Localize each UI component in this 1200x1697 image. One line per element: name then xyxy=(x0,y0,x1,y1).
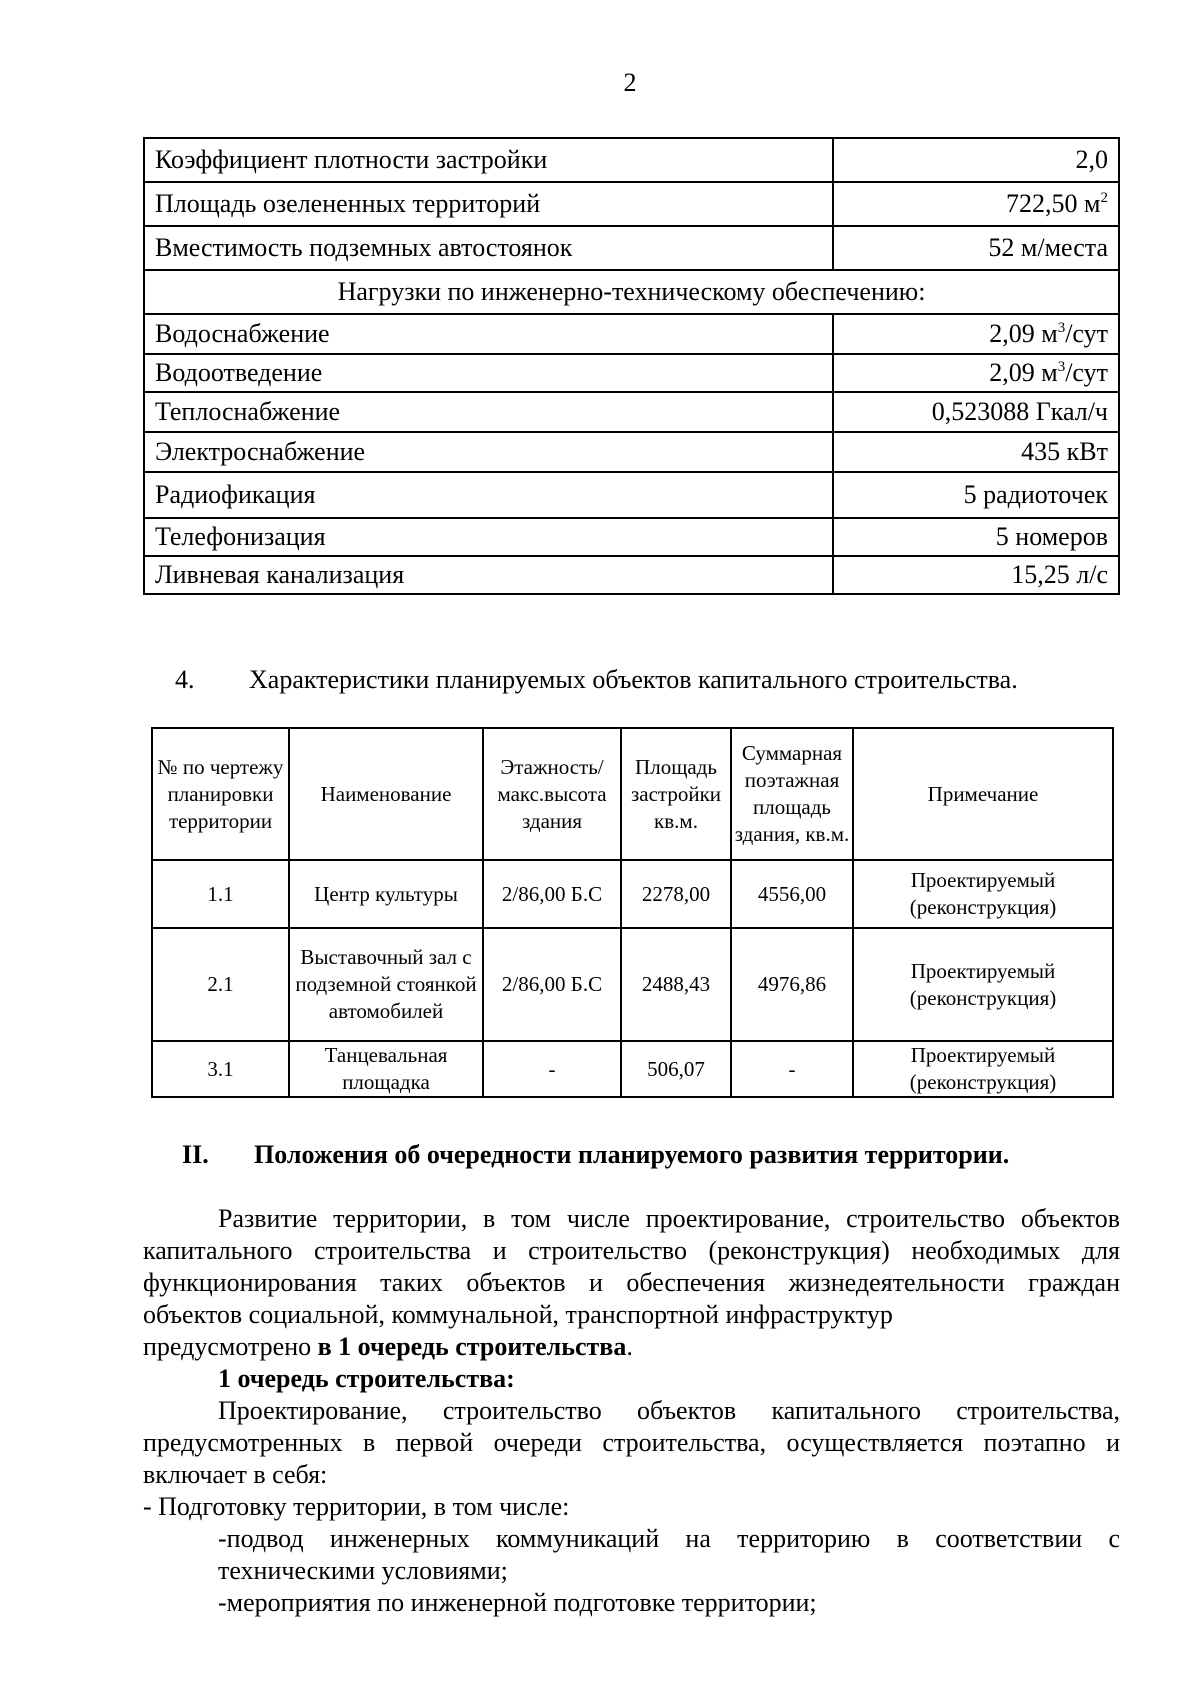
parameter-name: Телефонизация xyxy=(144,518,833,556)
section-title: Характеристики планируемых объектов капитального строительства. xyxy=(249,665,1018,694)
value-text: 52 м/места xyxy=(988,233,1108,262)
list-item-text: -подвод инженерных коммуникаций на территорию в соответствии с техническими условиями; xyxy=(218,1524,1120,1585)
section-ii-body xyxy=(143,1203,1120,1619)
cell-note: Проектируемый (реконструкция) xyxy=(853,860,1113,928)
cell-area: 506,07 xyxy=(621,1041,731,1097)
table-row xyxy=(144,226,1119,270)
unit-superscript: 2 xyxy=(1100,190,1108,206)
unit-suffix: /сут xyxy=(1065,358,1108,387)
table-row xyxy=(144,182,1119,226)
value-text: 5 радиоточек xyxy=(963,480,1108,509)
cell-name: Центр культуры xyxy=(289,860,483,928)
parameter-name: Ливневая канализация xyxy=(144,556,833,594)
parameter-name: Площадь озелененных территорий xyxy=(144,182,833,226)
cell-name: Танцевальная площадка xyxy=(289,1041,483,1097)
table-row xyxy=(144,518,1119,556)
cell-floors: 2/86,00 Б.С xyxy=(483,928,621,1041)
table-row xyxy=(152,860,1113,928)
table-row xyxy=(152,1041,1113,1097)
col-header-total-area: Суммарная поэтажная площадь здания, кв.м. xyxy=(731,728,853,860)
page-number: 2 xyxy=(623,68,637,97)
parameter-name: Электроснабжение xyxy=(144,432,833,472)
section-4-heading xyxy=(175,665,1018,695)
cell-floors: 2/86,00 Б.С xyxy=(483,860,621,928)
table-row xyxy=(144,432,1119,472)
tail-end-text: . xyxy=(626,1332,633,1361)
col-header-number: № по чертежу планировки территории xyxy=(152,728,289,860)
cell-number: 1.1 xyxy=(152,860,289,928)
value-text: 0,523088 Гкал/ч xyxy=(931,397,1108,426)
cell-total-area: 4976,86 xyxy=(731,928,853,1041)
cell-area: 2278,00 xyxy=(621,860,731,928)
paragraph-development-tail xyxy=(143,1331,1120,1363)
cell-floors: - xyxy=(483,1041,621,1097)
paragraph-design xyxy=(143,1395,1120,1491)
engineering-loads-heading: Нагрузки по инженерно-техническому обеспечению: xyxy=(144,270,1119,314)
section-ii-title: Положения об очередности планируемого развития территории. xyxy=(254,1140,1010,1169)
section-number: 4. xyxy=(175,665,195,694)
col-header-floors: Этажность/ макс.высота здания xyxy=(483,728,621,860)
tail-bold-text: в 1 очередь строительства xyxy=(317,1332,627,1361)
cell-total-area: - xyxy=(731,1041,853,1097)
parameter-name: Водоснабжение xyxy=(144,314,833,354)
parameter-value xyxy=(833,556,1119,594)
table-row xyxy=(144,392,1119,432)
paragraph-design-text: Проектирование, строительство объектов капитального строительства, предусмотренных в первой очереди строительства, осуществляется поэтапно и включает в себя: xyxy=(143,1396,1120,1489)
objects-table xyxy=(151,727,1114,1098)
stage-heading xyxy=(143,1363,1120,1395)
table-row xyxy=(144,354,1119,392)
list-item xyxy=(143,1587,1120,1619)
cell-number: 3.1 xyxy=(152,1041,289,1097)
table-subheader-row xyxy=(144,270,1119,314)
parameter-name: Коэффициент плотности застройки xyxy=(144,138,833,182)
parameter-name: Радиофикация xyxy=(144,472,833,518)
unit-suffix: /сут xyxy=(1065,319,1108,348)
table-row xyxy=(144,556,1119,594)
cell-name: Выставочный зал с подземной стоянкой автомобилей xyxy=(289,928,483,1041)
list-head xyxy=(143,1491,1120,1523)
parameters-table xyxy=(143,137,1120,595)
parameter-value xyxy=(833,392,1119,432)
cell-area: 2488,43 xyxy=(621,928,731,1041)
list-head-text: - Подготовку территории, в том числе: xyxy=(143,1492,570,1521)
col-header-note: Примечание xyxy=(853,728,1113,860)
section-ii-heading xyxy=(182,1140,1009,1170)
col-header-name: Наименование xyxy=(289,728,483,860)
list-item-text: -мероприятия по инженерной подготовке территории; xyxy=(218,1588,817,1617)
parameter-value xyxy=(833,226,1119,270)
objects-table-header-row xyxy=(152,728,1113,860)
parameter-value xyxy=(833,472,1119,518)
cell-note: Проектируемый (реконструкция) xyxy=(853,928,1113,1041)
table-row xyxy=(152,928,1113,1041)
value-text: 2,0 xyxy=(1075,145,1108,174)
paragraph-development-text: Развитие территории, в том числе проектирование, строительство объектов капитального строительства и строительство (реконструкция) необходимых для функционирования таких объектов и обеспечения жизнедеятельности граждан объектов социальной, коммунальной, транспортной инфраструктур xyxy=(143,1204,1120,1329)
stage-heading-text: 1 очередь строительства: xyxy=(218,1364,515,1393)
parameter-value xyxy=(833,182,1119,226)
table-row xyxy=(144,314,1119,354)
value-text: 2,09 м xyxy=(989,319,1058,348)
section-roman-number: II. xyxy=(182,1140,209,1169)
cell-note: Проектируемый (реконструкция) xyxy=(853,1041,1113,1097)
tail-plain-text: предусмотрено xyxy=(143,1332,318,1361)
cell-number: 2.1 xyxy=(152,928,289,1041)
col-header-area: Площадь застройки кв.м. xyxy=(621,728,731,860)
value-text: 435 кВт xyxy=(1021,437,1108,466)
value-text: 722,50 м xyxy=(1006,189,1101,218)
table-row xyxy=(144,472,1119,518)
parameter-value xyxy=(833,354,1119,392)
parameter-name: Водоотведение xyxy=(144,354,833,392)
parameter-value xyxy=(833,138,1119,182)
unit-superscript: 3 xyxy=(1057,320,1066,336)
table-row xyxy=(144,138,1119,182)
cell-total-area: 4556,00 xyxy=(731,860,853,928)
paragraph-development xyxy=(143,1203,1120,1331)
value-text: 2,09 м xyxy=(989,358,1058,387)
unit-superscript: 3 xyxy=(1057,359,1066,375)
parameter-name: Вместимость подземных автостоянок xyxy=(144,226,833,270)
parameter-name: Теплоснабжение xyxy=(144,392,833,432)
parameter-value xyxy=(833,314,1119,354)
list-item xyxy=(143,1523,1120,1587)
parameter-value xyxy=(833,518,1119,556)
value-text: 5 номеров xyxy=(995,522,1108,551)
parameter-value xyxy=(833,432,1119,472)
value-text: 15,25 л/с xyxy=(1011,560,1108,589)
